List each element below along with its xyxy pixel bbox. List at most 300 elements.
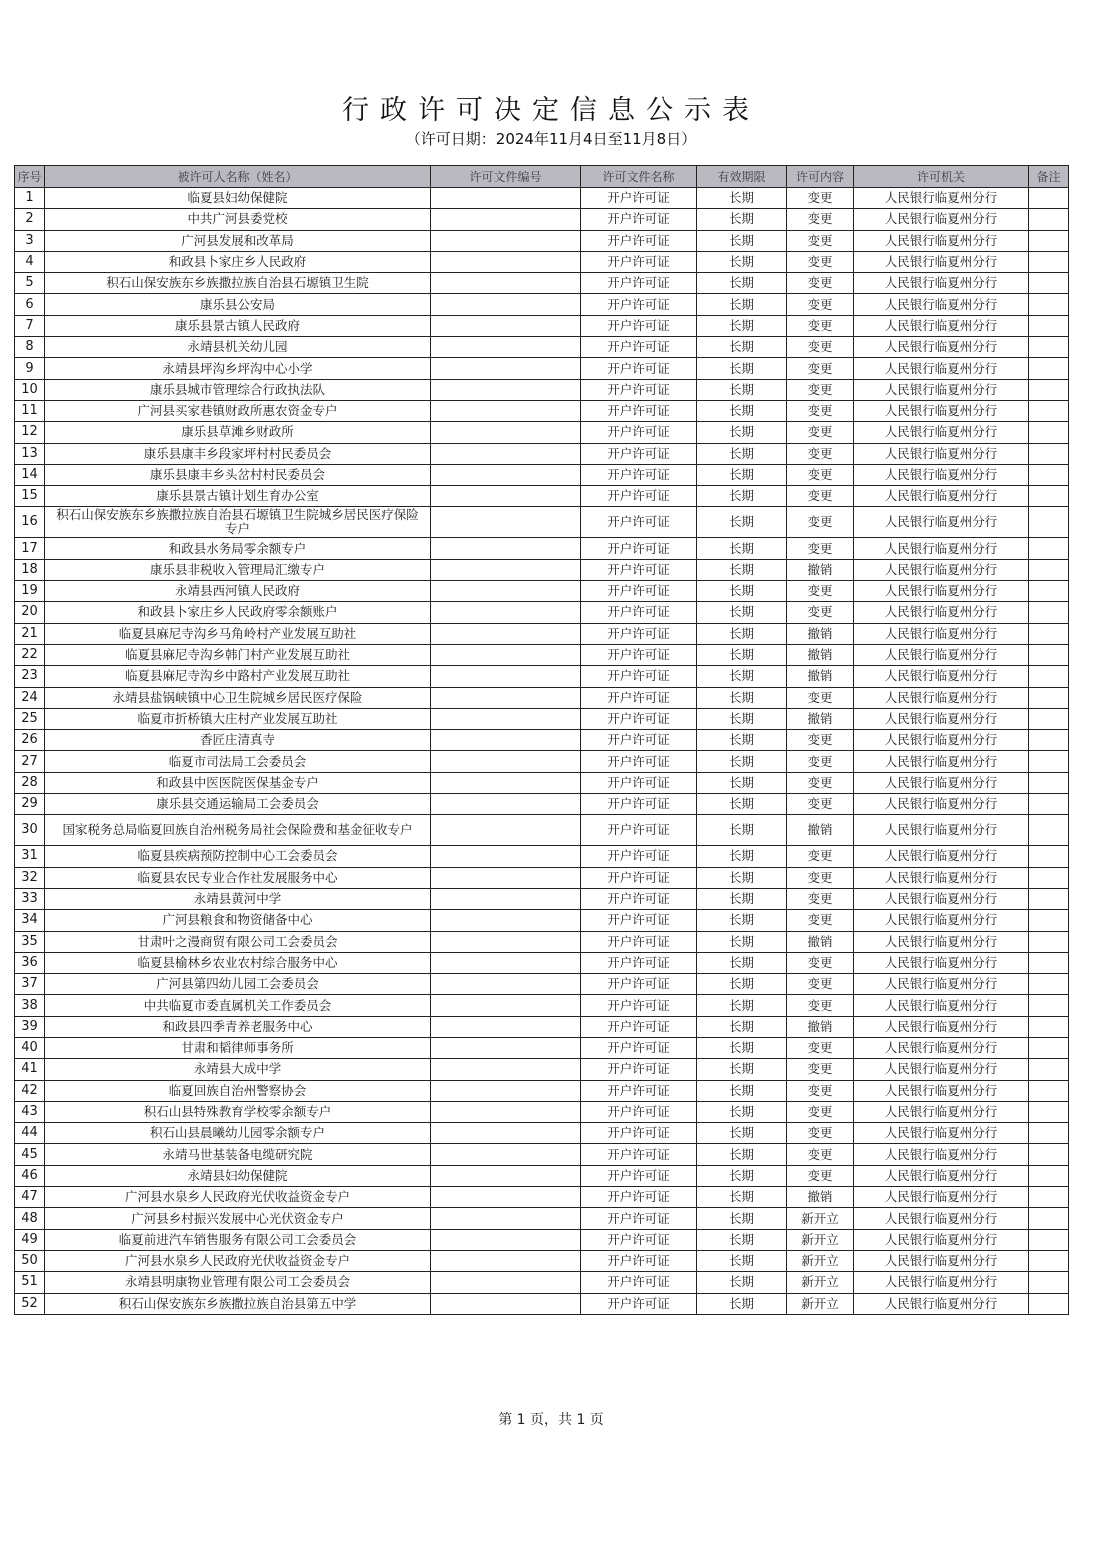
cell-doc-name: 开户许可证 xyxy=(581,230,697,251)
cell-doc-name: 开户许可证 xyxy=(581,1101,697,1122)
table-row xyxy=(15,867,1069,888)
cell-authority: 人民银行临夏州分行 xyxy=(854,251,1029,272)
cell-content: 变更 xyxy=(787,251,854,272)
cell-licensee-name: 和政县中医医院医保基金专户 xyxy=(45,772,431,793)
cell-doc-name: 开户许可证 xyxy=(581,400,697,421)
cell-licensee-name: 积石山保安族东乡族撒拉族自治县石塬镇卫生院 xyxy=(45,273,431,294)
table-row xyxy=(15,1165,1069,1186)
cell-doc-number xyxy=(431,1016,581,1037)
cell-content: 变更 xyxy=(787,581,854,602)
cell-remark xyxy=(1029,443,1069,464)
table-row xyxy=(15,209,1069,230)
cell-remark xyxy=(1029,1165,1069,1186)
cell-remark xyxy=(1029,1059,1069,1080)
cell-content: 新开立 xyxy=(787,1250,854,1271)
cell-doc-number xyxy=(431,751,581,772)
cell-licensee-name: 永靖县大成中学 xyxy=(45,1059,431,1080)
cell-doc-name: 开户许可证 xyxy=(581,443,697,464)
cell-content: 变更 xyxy=(787,379,854,400)
cell-doc-number xyxy=(431,464,581,485)
cell-doc-name: 开户许可证 xyxy=(581,559,697,580)
cell-doc-number xyxy=(431,422,581,443)
cell-serial: 50 xyxy=(15,1250,45,1271)
cell-validity: 长期 xyxy=(697,602,787,623)
cell-doc-name: 开户许可证 xyxy=(581,644,697,665)
cell-remark xyxy=(1029,315,1069,336)
cell-doc-number xyxy=(431,581,581,602)
cell-licensee-name: 永靖县机关幼儿园 xyxy=(45,337,431,358)
table-row xyxy=(15,507,1069,538)
cell-remark xyxy=(1029,623,1069,644)
table-body xyxy=(15,188,1069,1315)
cell-doc-name: 开户许可证 xyxy=(581,209,697,230)
cell-validity: 长期 xyxy=(697,422,787,443)
cell-serial: 3 xyxy=(15,230,45,251)
cell-remark xyxy=(1029,581,1069,602)
cell-authority: 人民银行临夏州分行 xyxy=(854,772,1029,793)
cell-doc-number xyxy=(431,273,581,294)
cell-serial: 20 xyxy=(15,602,45,623)
cell-remark xyxy=(1029,559,1069,580)
cell-doc-number xyxy=(431,772,581,793)
cell-content: 变更 xyxy=(787,952,854,973)
cell-content: 撤销 xyxy=(787,708,854,729)
cell-authority: 人民银行临夏州分行 xyxy=(854,602,1029,623)
cell-serial: 6 xyxy=(15,294,45,315)
cell-authority: 人民银行临夏州分行 xyxy=(854,1272,1029,1293)
cell-doc-number xyxy=(431,443,581,464)
cell-validity: 长期 xyxy=(697,644,787,665)
cell-serial: 44 xyxy=(15,1123,45,1144)
cell-doc-number xyxy=(431,1059,581,1080)
cell-authority: 人民银行临夏州分行 xyxy=(854,1293,1029,1314)
table-row xyxy=(15,1123,1069,1144)
cell-doc-number xyxy=(431,867,581,888)
cell-doc-number xyxy=(431,602,581,623)
cell-remark xyxy=(1029,602,1069,623)
table-row xyxy=(15,443,1069,464)
cell-authority: 人民银行临夏州分行 xyxy=(854,559,1029,580)
cell-doc-number xyxy=(431,1250,581,1271)
cell-doc-number xyxy=(431,294,581,315)
cell-content: 撤销 xyxy=(787,931,854,952)
cell-remark xyxy=(1029,867,1069,888)
cell-doc-number xyxy=(431,400,581,421)
cell-content: 新开立 xyxy=(787,1272,854,1293)
cell-remark xyxy=(1029,538,1069,559)
cell-content: 变更 xyxy=(787,486,854,507)
cell-doc-name: 开户许可证 xyxy=(581,995,697,1016)
cell-licensee-name: 永靖县妇幼保健院 xyxy=(45,1165,431,1186)
cell-doc-number xyxy=(431,1165,581,1186)
cell-validity: 长期 xyxy=(697,910,787,931)
table-row xyxy=(15,581,1069,602)
cell-doc-name: 开户许可证 xyxy=(581,602,697,623)
cell-licensee-name: 和政县水务局零余额专户 xyxy=(45,538,431,559)
cell-authority: 人民银行临夏州分行 xyxy=(854,708,1029,729)
cell-doc-number xyxy=(431,1037,581,1058)
header-serial: 序号 xyxy=(15,166,45,188)
table-row xyxy=(15,995,1069,1016)
cell-licensee-name: 香匠庄清真寺 xyxy=(45,730,431,751)
cell-serial: 25 xyxy=(15,708,45,729)
header-authority: 许可机关 xyxy=(854,166,1029,188)
cell-licensee-name: 积石山保安族东乡族撒拉族自治县第五中学 xyxy=(45,1293,431,1314)
cell-doc-number xyxy=(431,888,581,909)
cell-validity: 长期 xyxy=(697,1144,787,1165)
cell-doc-number xyxy=(431,379,581,400)
cell-licensee-name: 临夏市折桥镇大庄村产业发展互助社 xyxy=(45,708,431,729)
cell-remark xyxy=(1029,1272,1069,1293)
cell-licensee-name: 广河县发展和改革局 xyxy=(45,230,431,251)
cell-licensee-name: 国家税务总局临夏回族自治州税务局社会保险费和基金征收专户 xyxy=(45,815,431,846)
cell-doc-name: 开户许可证 xyxy=(581,1059,697,1080)
cell-doc-number xyxy=(431,188,581,209)
cell-doc-name: 开户许可证 xyxy=(581,666,697,687)
cell-serial: 16 xyxy=(15,507,45,538)
cell-content: 变更 xyxy=(787,974,854,995)
cell-serial: 10 xyxy=(15,379,45,400)
cell-remark xyxy=(1029,1080,1069,1101)
cell-content: 撤销 xyxy=(787,623,854,644)
cell-validity: 长期 xyxy=(697,1123,787,1144)
cell-remark xyxy=(1029,507,1069,538)
cell-validity: 长期 xyxy=(697,1080,787,1101)
table-row xyxy=(15,1080,1069,1101)
cell-content: 新开立 xyxy=(787,1208,854,1229)
cell-doc-name: 开户许可证 xyxy=(581,422,697,443)
cell-doc-number xyxy=(431,209,581,230)
cell-remark xyxy=(1029,273,1069,294)
cell-validity: 长期 xyxy=(697,1165,787,1186)
cell-authority: 人民银行临夏州分行 xyxy=(854,1187,1029,1208)
cell-remark xyxy=(1029,209,1069,230)
cell-doc-number xyxy=(431,1272,581,1293)
cell-serial: 31 xyxy=(15,846,45,867)
cell-remark xyxy=(1029,794,1069,815)
cell-validity: 长期 xyxy=(697,751,787,772)
cell-licensee-name: 康乐县草滩乡财政所 xyxy=(45,422,431,443)
cell-authority: 人民银行临夏州分行 xyxy=(854,315,1029,336)
cell-authority: 人民银行临夏州分行 xyxy=(854,1016,1029,1037)
cell-doc-number xyxy=(431,1187,581,1208)
cell-remark xyxy=(1029,910,1069,931)
cell-remark xyxy=(1029,294,1069,315)
cell-doc-name: 开户许可证 xyxy=(581,1187,697,1208)
cell-remark xyxy=(1029,772,1069,793)
cell-licensee-name: 广河县粮食和物资储备中心 xyxy=(45,910,431,931)
cell-doc-name: 开户许可证 xyxy=(581,464,697,485)
cell-remark xyxy=(1029,400,1069,421)
cell-doc-name: 开户许可证 xyxy=(581,358,697,379)
cell-doc-name: 开户许可证 xyxy=(581,1293,697,1314)
cell-serial: 51 xyxy=(15,1272,45,1293)
cell-authority: 人民银行临夏州分行 xyxy=(854,1037,1029,1058)
table-row xyxy=(15,687,1069,708)
cell-validity: 长期 xyxy=(697,1101,787,1122)
cell-content: 变更 xyxy=(787,273,854,294)
cell-remark xyxy=(1029,708,1069,729)
header-validity: 有效期限 xyxy=(697,166,787,188)
cell-doc-name: 开户许可证 xyxy=(581,867,697,888)
cell-doc-number xyxy=(431,230,581,251)
cell-licensee-name: 临夏县疾病预防控制中心工会委员会 xyxy=(45,846,431,867)
cell-authority: 人民银行临夏州分行 xyxy=(854,687,1029,708)
cell-validity: 长期 xyxy=(697,379,787,400)
cell-serial: 37 xyxy=(15,974,45,995)
table-row xyxy=(15,1059,1069,1080)
document-subtitle: （许可日期：2024年11月4日至11月8日） xyxy=(405,130,697,148)
cell-licensee-name: 康乐县城市管理综合行政执法队 xyxy=(45,379,431,400)
cell-content: 变更 xyxy=(787,538,854,559)
cell-authority: 人民银行临夏州分行 xyxy=(854,1250,1029,1271)
header-doc-number: 许可文件编号 xyxy=(431,166,581,188)
cell-doc-number xyxy=(431,315,581,336)
cell-authority: 人民银行临夏州分行 xyxy=(854,1101,1029,1122)
cell-doc-name: 开户许可证 xyxy=(581,1250,697,1271)
cell-serial: 49 xyxy=(15,1229,45,1250)
table-row xyxy=(15,952,1069,973)
cell-serial: 23 xyxy=(15,666,45,687)
cell-serial: 26 xyxy=(15,730,45,751)
cell-licensee-name: 和政县四季青养老服务中心 xyxy=(45,1016,431,1037)
cell-content: 变更 xyxy=(787,1165,854,1186)
table-row xyxy=(15,815,1069,846)
cell-authority: 人民银行临夏州分行 xyxy=(854,400,1029,421)
cell-doc-number xyxy=(431,666,581,687)
cell-validity: 长期 xyxy=(697,251,787,272)
cell-doc-name: 开户许可证 xyxy=(581,1144,697,1165)
cell-validity: 长期 xyxy=(697,1016,787,1037)
table-row xyxy=(15,1208,1069,1229)
cell-licensee-name: 积石山县特殊教育学校零余额专户 xyxy=(45,1101,431,1122)
cell-doc-number xyxy=(431,507,581,538)
cell-remark xyxy=(1029,1016,1069,1037)
cell-validity: 长期 xyxy=(697,188,787,209)
cell-authority: 人民银行临夏州分行 xyxy=(854,464,1029,485)
cell-doc-number xyxy=(431,1208,581,1229)
cell-remark xyxy=(1029,486,1069,507)
cell-doc-name: 开户许可证 xyxy=(581,1123,697,1144)
cell-licensee-name: 广河县水泉乡人民政府光伏收益资金专户 xyxy=(45,1187,431,1208)
cell-validity: 长期 xyxy=(697,815,787,846)
cell-content: 变更 xyxy=(787,751,854,772)
cell-validity: 长期 xyxy=(697,486,787,507)
cell-remark xyxy=(1029,931,1069,952)
cell-doc-name: 开户许可证 xyxy=(581,1080,697,1101)
cell-licensee-name: 康乐县交通运输局工会委员会 xyxy=(45,794,431,815)
cell-validity: 长期 xyxy=(697,974,787,995)
cell-authority: 人民银行临夏州分行 xyxy=(854,1208,1029,1229)
table-row xyxy=(15,337,1069,358)
cell-authority: 人民银行临夏州分行 xyxy=(854,507,1029,538)
cell-licensee-name: 临夏县农民专业合作社发展服务中心 xyxy=(45,867,431,888)
cell-doc-name: 开户许可证 xyxy=(581,931,697,952)
table-row xyxy=(15,188,1069,209)
cell-content: 变更 xyxy=(787,602,854,623)
cell-authority: 人民银行临夏州分行 xyxy=(854,974,1029,995)
cell-validity: 长期 xyxy=(697,315,787,336)
cell-licensee-name: 康乐县康丰乡头岔村村民委员会 xyxy=(45,464,431,485)
cell-licensee-name: 临夏县妇幼保健院 xyxy=(45,188,431,209)
cell-serial: 46 xyxy=(15,1165,45,1186)
cell-authority: 人民银行临夏州分行 xyxy=(854,581,1029,602)
cell-licensee-name: 康乐县景古镇计划生育办公室 xyxy=(45,486,431,507)
cell-validity: 长期 xyxy=(697,230,787,251)
cell-remark xyxy=(1029,1101,1069,1122)
cell-remark xyxy=(1029,358,1069,379)
cell-serial: 11 xyxy=(15,400,45,421)
table-row xyxy=(15,708,1069,729)
cell-doc-number xyxy=(431,644,581,665)
cell-remark xyxy=(1029,846,1069,867)
cell-authority: 人民银行临夏州分行 xyxy=(854,751,1029,772)
cell-serial: 9 xyxy=(15,358,45,379)
cell-content: 撤销 xyxy=(787,644,854,665)
cell-remark xyxy=(1029,1208,1069,1229)
header-remark: 备注 xyxy=(1029,166,1069,188)
cell-licensee-name: 永靖马世基装备电缆研究院 xyxy=(45,1144,431,1165)
cell-content: 撤销 xyxy=(787,815,854,846)
cell-licensee-name: 康乐县公安局 xyxy=(45,294,431,315)
cell-doc-number xyxy=(431,794,581,815)
cell-doc-number xyxy=(431,974,581,995)
cell-doc-name: 开户许可证 xyxy=(581,708,697,729)
cell-validity: 长期 xyxy=(697,1187,787,1208)
cell-licensee-name: 永靖县黄河中学 xyxy=(45,888,431,909)
cell-remark xyxy=(1029,379,1069,400)
table-row xyxy=(15,623,1069,644)
cell-doc-name: 开户许可证 xyxy=(581,1229,697,1250)
table-row xyxy=(15,379,1069,400)
cell-serial: 27 xyxy=(15,751,45,772)
cell-serial: 40 xyxy=(15,1037,45,1058)
cell-content: 变更 xyxy=(787,443,854,464)
cell-doc-name: 开户许可证 xyxy=(581,1272,697,1293)
cell-doc-number xyxy=(431,1293,581,1314)
cell-serial: 21 xyxy=(15,623,45,644)
cell-remark xyxy=(1029,888,1069,909)
cell-serial: 24 xyxy=(15,687,45,708)
cell-validity: 长期 xyxy=(697,294,787,315)
cell-validity: 长期 xyxy=(697,708,787,729)
cell-authority: 人民银行临夏州分行 xyxy=(854,666,1029,687)
cell-content: 变更 xyxy=(787,772,854,793)
cell-authority: 人民银行临夏州分行 xyxy=(854,273,1029,294)
cell-authority: 人民银行临夏州分行 xyxy=(854,794,1029,815)
cell-doc-name: 开户许可证 xyxy=(581,507,697,538)
cell-authority: 人民银行临夏州分行 xyxy=(854,443,1029,464)
cell-authority: 人民银行临夏州分行 xyxy=(854,486,1029,507)
table-row xyxy=(15,794,1069,815)
cell-remark xyxy=(1029,337,1069,358)
cell-remark xyxy=(1029,230,1069,251)
cell-serial: 1 xyxy=(15,188,45,209)
cell-validity: 长期 xyxy=(697,623,787,644)
cell-authority: 人民银行临夏州分行 xyxy=(854,846,1029,867)
cell-remark xyxy=(1029,251,1069,272)
cell-doc-number xyxy=(431,931,581,952)
cell-doc-name: 开户许可证 xyxy=(581,538,697,559)
cell-authority: 人民银行临夏州分行 xyxy=(854,1144,1029,1165)
cell-licensee-name: 积石山县晨曦幼儿园零余额专户 xyxy=(45,1123,431,1144)
cell-doc-name: 开户许可证 xyxy=(581,273,697,294)
cell-licensee-name: 康乐县景古镇人民政府 xyxy=(45,315,431,336)
cell-doc-name: 开户许可证 xyxy=(581,581,697,602)
cell-licensee-name: 广河县乡村振兴发展中心光伏资金专户 xyxy=(45,1208,431,1229)
permit-table xyxy=(14,165,1069,1315)
cell-doc-number xyxy=(431,995,581,1016)
cell-authority: 人民银行临夏州分行 xyxy=(854,888,1029,909)
cell-validity: 长期 xyxy=(697,730,787,751)
cell-content: 变更 xyxy=(787,422,854,443)
table-row xyxy=(15,273,1069,294)
cell-validity: 长期 xyxy=(697,772,787,793)
cell-content: 变更 xyxy=(787,337,854,358)
cell-licensee-name: 和政县卜家庄乡人民政府 xyxy=(45,251,431,272)
cell-content: 变更 xyxy=(787,294,854,315)
cell-validity: 长期 xyxy=(697,337,787,358)
cell-validity: 长期 xyxy=(697,400,787,421)
cell-doc-number xyxy=(431,1229,581,1250)
cell-authority: 人民银行临夏州分行 xyxy=(854,644,1029,665)
cell-licensee-name: 康乐县非税收入管理局汇缴专户 xyxy=(45,559,431,580)
table-row xyxy=(15,230,1069,251)
cell-authority: 人民银行临夏州分行 xyxy=(854,623,1029,644)
cell-content: 变更 xyxy=(787,1080,854,1101)
cell-doc-number xyxy=(431,1080,581,1101)
cell-content: 变更 xyxy=(787,1059,854,1080)
cell-content: 变更 xyxy=(787,188,854,209)
cell-licensee-name: 广河县水泉乡人民政府光伏收益资金专户 xyxy=(45,1250,431,1271)
cell-licensee-name: 永靖县盐锅峡镇中心卫生院城乡居民医疗保险 xyxy=(45,687,431,708)
cell-remark xyxy=(1029,952,1069,973)
cell-serial: 41 xyxy=(15,1059,45,1080)
cell-doc-name: 开户许可证 xyxy=(581,974,697,995)
cell-validity: 长期 xyxy=(697,952,787,973)
table-row xyxy=(15,1016,1069,1037)
cell-doc-number xyxy=(431,559,581,580)
cell-authority: 人民银行临夏州分行 xyxy=(854,1123,1029,1144)
cell-remark xyxy=(1029,815,1069,846)
cell-content: 变更 xyxy=(787,1101,854,1122)
cell-validity: 长期 xyxy=(697,1293,787,1314)
cell-authority: 人民银行临夏州分行 xyxy=(854,422,1029,443)
cell-remark xyxy=(1029,188,1069,209)
cell-serial: 42 xyxy=(15,1080,45,1101)
cell-validity: 长期 xyxy=(697,1229,787,1250)
cell-validity: 长期 xyxy=(697,559,787,580)
table-row xyxy=(15,666,1069,687)
table-row xyxy=(15,974,1069,995)
cell-authority: 人民银行临夏州分行 xyxy=(854,294,1029,315)
cell-authority: 人民银行临夏州分行 xyxy=(854,230,1029,251)
table-row xyxy=(15,931,1069,952)
table-row xyxy=(15,1187,1069,1208)
cell-content: 变更 xyxy=(787,507,854,538)
cell-remark xyxy=(1029,1293,1069,1314)
cell-content: 变更 xyxy=(787,794,854,815)
cell-validity: 长期 xyxy=(697,1059,787,1080)
cell-licensee-name: 临夏县榆林乡农业农村综合服务中心 xyxy=(45,952,431,973)
cell-doc-number xyxy=(431,708,581,729)
cell-doc-number xyxy=(431,486,581,507)
cell-remark xyxy=(1029,464,1069,485)
cell-content: 变更 xyxy=(787,846,854,867)
cell-remark xyxy=(1029,974,1069,995)
cell-serial: 36 xyxy=(15,952,45,973)
cell-validity: 长期 xyxy=(697,1272,787,1293)
